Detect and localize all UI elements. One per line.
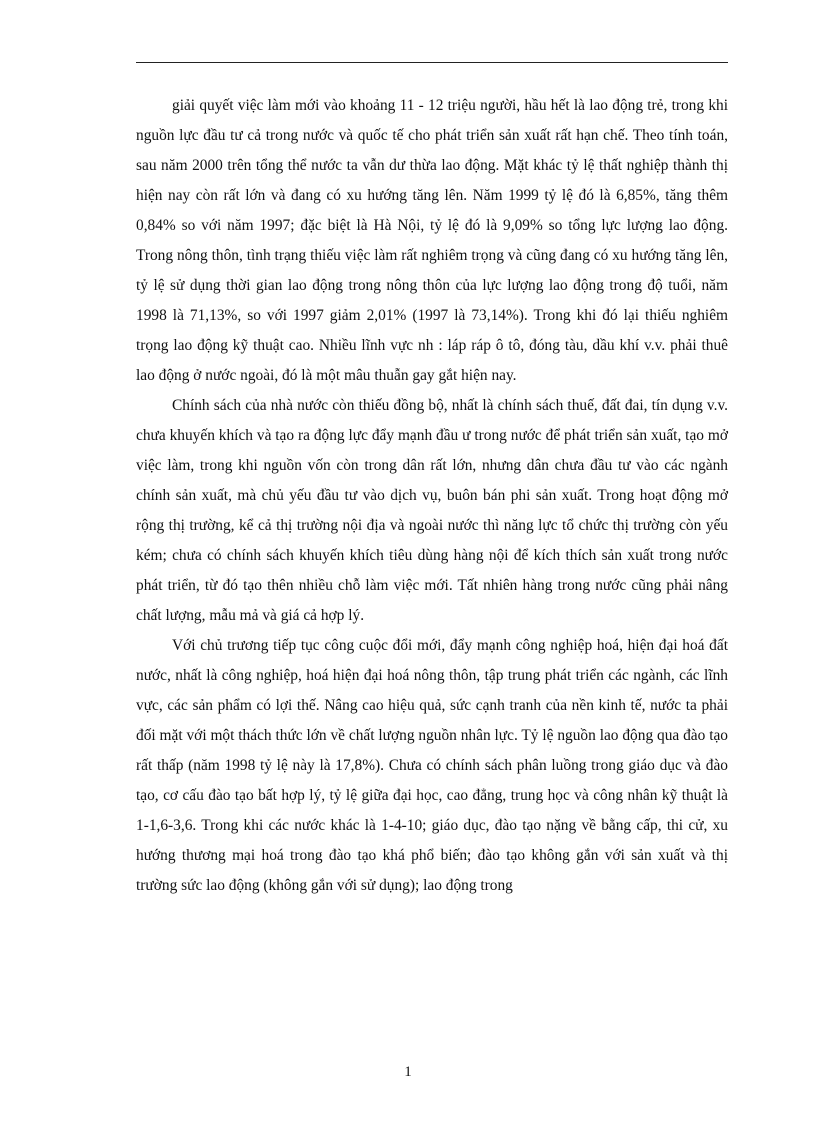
page-number: 1 xyxy=(404,1064,412,1080)
header-rule xyxy=(136,62,728,63)
paragraph-3: Với chủ trương tiếp tục công cuộc đổi mới, đẩy mạnh công nghiệp hoá, hiện đại hoá đất nước, nhất là công nghiệp, hoá hiện đại hoá nông thôn, tập trung phát triển các ngành, các lĩnh vực, các sản phẩm có lợi thế. Nâng cao hiệu quả, sức cạnh tranh của nền kinh tế, nước ta phải đối mặt với một thách thức lớn về chất lượng nguồn nhân lực. Tỷ lệ nguồn lao động qua đào tạo rất thấp (năm 1998 tỷ lệ này là 17,8%). Chưa có chính sách phân luồng trong giáo dục và đào tạo, cơ cấu đào tạo bất hợp lý, tỷ lệ giữa đại học, cao đẳng, trung học và công nhân kỹ thuật là 1-1,6-3,6. Trong khi các nước khác là 1-4-10; giáo dục, đào tạo nặng về bằng cấp, thi cử, xu hướng thương mại hoá trong đào tạo khá phổ biến; đào tạo không gắn với sản xuất và thị trường sức lao động (không gắn với sử dụng); lao động trong xyxy=(136,637,728,894)
paragraph-2: Chính sách của nhà nước còn thiếu đồng bộ, nhất là chính sách thuế, đất đai, tín dụng v.v. chưa khuyến khích và tạo ra động lực đẩy mạnh đầu ư trong nước để phát triển sản xuất, tạo mở việc làm, trong khi nguồn vốn còn trong dân rất lớn, nhưng dân chưa đầu tư vào các ngành chính sản xuất, mà chủ yếu đầu tư vào dịch vụ, buôn bán phi sản xuất. Trong hoạt động mở rộng thị trường, kể cả thị trường nội địa và ngoài nước thì năng lực tổ chức thị trường còn yếu kém; chưa có chính sách khuyến khích tiêu dùng hàng nội để kích thích sản xuất trong nước phát triển, từ đó tạo thên nhiều chỗ làm việc mới. Tất nhiên hàng trong nước cũng phải nâng chất lượng, mẫu mả và giá cả hợp lý. xyxy=(136,397,728,624)
document-body xyxy=(136,91,728,901)
paragraph-1: giải quyết việc làm mới vào khoảng 11 - 12 triệu người, hầu hết là lao động trẻ, trong khi nguồn lực đầu tư cả trong nước và quốc tế cho phát triển sản xuất rất hạn chế. Theo tính toán, sau năm 2000 trên tổng thể nước ta vẫn dư thừa lao động. Mặt khác tỷ lệ thất nghiệp thành thị hiện nay còn rất lớn và đang có xu hướng tăng lên. Năm 1999 tỷ lệ đó là 6,85%, tăng thêm 0,84% so với năm 1997; đặc biệt là Hà Nội, tỷ lệ đó là 9,09% so tổng lực lượng lao động. Trong nông thôn, tình trạng thiếu việc làm rất nghiêm trọng và cũng đang có xu hướng tăng lên, tỷ lệ sử dụng thời gian lao động trong nông thôn của lực lượng lao động trong độ tuổi, năm 1998 là 71,13%, so với 1997 giảm 2,01% (1997 là 73,14%). Trong khi đó lại thiếu nghiêm trọng lao động kỹ thuật cao. Nhiều lĩnh vực nh : láp ráp ô tô, đóng tàu, dầu khí v.v. phải thuê lao động ở nước ngoài, đó là một mâu thuẫn gay gắt hiện nay. xyxy=(136,97,728,384)
